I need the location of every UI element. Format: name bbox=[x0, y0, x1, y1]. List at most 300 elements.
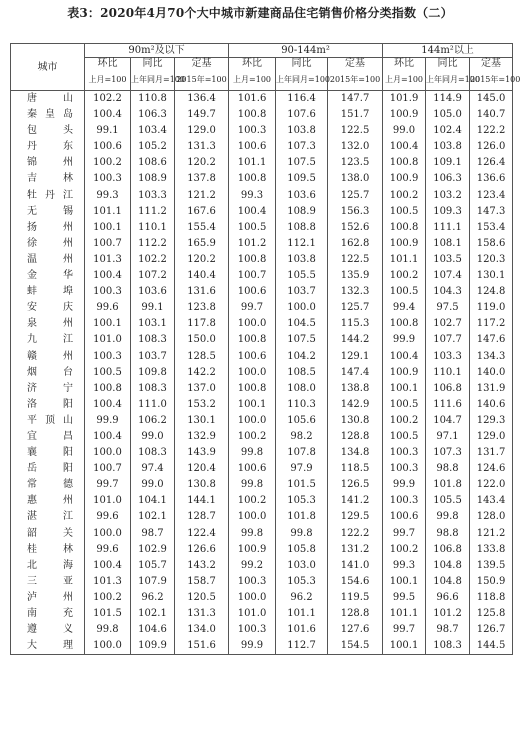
index-value: 120.3 bbox=[470, 252, 513, 268]
index-value: 125.7 bbox=[328, 188, 383, 204]
index-value: 119.5 bbox=[328, 590, 383, 606]
index-value: 99.5 bbox=[383, 590, 426, 606]
city-name: 蚌埠 bbox=[11, 284, 85, 300]
index-value: 101.1 bbox=[85, 204, 131, 220]
index-value: 99.6 bbox=[85, 542, 131, 558]
city-name: 宜昌 bbox=[11, 429, 85, 445]
table-row bbox=[11, 461, 513, 477]
city-name: 丹东 bbox=[11, 139, 85, 155]
index-value: 100.8 bbox=[229, 381, 276, 397]
city-name: 济宁 bbox=[11, 381, 85, 397]
table-row bbox=[11, 542, 513, 558]
metric-base-header: 上月=100 bbox=[85, 69, 131, 91]
index-value: 144.5 bbox=[470, 638, 513, 655]
index-value: 110.1 bbox=[131, 220, 175, 236]
index-value: 108.6 bbox=[131, 155, 175, 171]
index-value: 110.1 bbox=[426, 365, 470, 381]
index-value: 103.2 bbox=[426, 188, 470, 204]
index-value: 100.3 bbox=[229, 622, 276, 638]
index-value: 131.9 bbox=[470, 381, 513, 397]
city-name: 南充 bbox=[11, 606, 85, 622]
index-value: 120.5 bbox=[175, 590, 229, 606]
table-row bbox=[11, 268, 513, 284]
index-value: 162.8 bbox=[328, 236, 383, 252]
metric-header: 定基 bbox=[328, 58, 383, 70]
index-value: 99.6 bbox=[85, 300, 131, 316]
index-value: 102.4 bbox=[426, 123, 470, 139]
index-value: 140.7 bbox=[470, 107, 513, 123]
metric-base-header: 上月=100 bbox=[383, 69, 426, 91]
index-value: 129.5 bbox=[328, 509, 383, 525]
index-value: 103.1 bbox=[131, 316, 175, 332]
index-value: 107.5 bbox=[276, 332, 328, 348]
table-row bbox=[11, 381, 513, 397]
metric-base-header: 上年同月=100 bbox=[131, 69, 175, 91]
index-value: 100.9 bbox=[383, 236, 426, 252]
city-name: 九江 bbox=[11, 332, 85, 348]
index-value: 100.4 bbox=[85, 268, 131, 284]
index-value: 101.1 bbox=[383, 606, 426, 622]
index-value: 101.0 bbox=[85, 493, 131, 509]
index-value: 104.6 bbox=[131, 622, 175, 638]
index-value: 96.2 bbox=[131, 590, 175, 606]
index-value: 100.0 bbox=[229, 365, 276, 381]
city-name: 常德 bbox=[11, 477, 85, 493]
index-value: 142.9 bbox=[328, 397, 383, 413]
city-name: 赣州 bbox=[11, 349, 85, 365]
index-value: 100.3 bbox=[229, 123, 276, 139]
index-value: 112.1 bbox=[276, 236, 328, 252]
index-value: 128.8 bbox=[328, 606, 383, 622]
index-value: 107.8 bbox=[276, 445, 328, 461]
index-value: 101.8 bbox=[276, 509, 328, 525]
index-value: 105.5 bbox=[276, 268, 328, 284]
index-value: 98.8 bbox=[426, 461, 470, 477]
index-value: 99.0 bbox=[383, 123, 426, 139]
metric-base-header: 上月=100 bbox=[229, 69, 276, 91]
index-value: 100.3 bbox=[85, 284, 131, 300]
index-value: 143.2 bbox=[175, 558, 229, 574]
index-value: 100.8 bbox=[383, 155, 426, 171]
city-name: 平顶山 bbox=[11, 413, 85, 429]
index-value: 107.4 bbox=[426, 268, 470, 284]
index-value: 97.5 bbox=[426, 300, 470, 316]
metric-base-header: 上年同月=100 bbox=[426, 69, 470, 91]
index-value: 99.7 bbox=[229, 300, 276, 316]
index-value: 100.2 bbox=[383, 542, 426, 558]
index-value: 99.0 bbox=[131, 477, 175, 493]
table-row bbox=[11, 477, 513, 493]
index-value: 108.8 bbox=[276, 220, 328, 236]
metric-header: 定基 bbox=[470, 58, 513, 70]
index-value: 100.8 bbox=[229, 171, 276, 187]
table-row bbox=[11, 349, 513, 365]
index-value: 153.2 bbox=[175, 397, 229, 413]
table-row bbox=[11, 332, 513, 348]
index-value: 112.2 bbox=[131, 236, 175, 252]
index-value: 130.1 bbox=[175, 413, 229, 429]
table-row bbox=[11, 606, 513, 622]
index-value: 106.3 bbox=[426, 171, 470, 187]
index-value: 150.0 bbox=[175, 332, 229, 348]
index-value: 130.8 bbox=[175, 477, 229, 493]
index-value: 102.1 bbox=[131, 509, 175, 525]
index-value: 120.2 bbox=[175, 252, 229, 268]
index-value: 101.1 bbox=[276, 606, 328, 622]
index-value: 100.3 bbox=[229, 574, 276, 590]
index-value: 131.2 bbox=[328, 542, 383, 558]
index-value: 137.8 bbox=[175, 171, 229, 187]
city-name: 襄阳 bbox=[11, 445, 85, 461]
table-row bbox=[11, 365, 513, 381]
table-row bbox=[11, 236, 513, 252]
index-value: 99.2 bbox=[229, 558, 276, 574]
index-value: 143.9 bbox=[175, 445, 229, 461]
city-name: 金华 bbox=[11, 268, 85, 284]
index-value: 100.1 bbox=[383, 574, 426, 590]
index-value: 101.8 bbox=[426, 477, 470, 493]
metric-header: 环比 bbox=[383, 58, 426, 70]
index-value: 131.7 bbox=[470, 445, 513, 461]
index-value: 97.4 bbox=[131, 461, 175, 477]
index-value: 136.4 bbox=[175, 91, 229, 108]
index-value: 100.2 bbox=[229, 429, 276, 445]
index-value: 100.4 bbox=[85, 107, 131, 123]
index-value: 111.1 bbox=[426, 220, 470, 236]
index-value: 106.8 bbox=[426, 381, 470, 397]
index-value: 110.3 bbox=[276, 397, 328, 413]
index-value: 100.4 bbox=[85, 429, 131, 445]
index-value: 100.2 bbox=[383, 268, 426, 284]
index-value: 101.2 bbox=[426, 606, 470, 622]
city-name: 泸州 bbox=[11, 590, 85, 606]
index-value: 119.0 bbox=[470, 300, 513, 316]
index-value: 100.4 bbox=[229, 204, 276, 220]
index-value: 100.7 bbox=[229, 268, 276, 284]
index-value: 109.5 bbox=[276, 171, 328, 187]
index-value: 101.5 bbox=[276, 477, 328, 493]
index-value: 100.2 bbox=[229, 493, 276, 509]
index-value: 100.0 bbox=[85, 445, 131, 461]
index-value: 136.6 bbox=[470, 171, 513, 187]
table-row bbox=[11, 188, 513, 204]
metric-base-header: 2015年=100 bbox=[328, 69, 383, 91]
index-value: 100.0 bbox=[85, 526, 131, 542]
index-value: 99.8 bbox=[276, 526, 328, 542]
index-value: 105.2 bbox=[131, 139, 175, 155]
index-value: 126.0 bbox=[470, 139, 513, 155]
index-value: 117.2 bbox=[470, 316, 513, 332]
index-value: 118.5 bbox=[328, 461, 383, 477]
index-value: 99.8 bbox=[229, 445, 276, 461]
index-value: 141.0 bbox=[328, 558, 383, 574]
index-value: 100.4 bbox=[85, 397, 131, 413]
index-value: 165.9 bbox=[175, 236, 229, 252]
index-value: 105.3 bbox=[276, 493, 328, 509]
index-value: 101.3 bbox=[85, 574, 131, 590]
index-value: 131.6 bbox=[175, 284, 229, 300]
index-value: 100.8 bbox=[229, 107, 276, 123]
index-value: 107.6 bbox=[276, 107, 328, 123]
index-value: 112.7 bbox=[276, 638, 328, 655]
index-value: 122.2 bbox=[470, 123, 513, 139]
index-value: 103.3 bbox=[426, 349, 470, 365]
metric-header: 定基 bbox=[175, 58, 229, 70]
index-value: 155.4 bbox=[175, 220, 229, 236]
index-value: 99.9 bbox=[383, 332, 426, 348]
table-row bbox=[11, 139, 513, 155]
index-value: 100.1 bbox=[383, 381, 426, 397]
city-name: 秦皇岛 bbox=[11, 107, 85, 123]
index-value: 100.9 bbox=[229, 542, 276, 558]
city-name: 大理 bbox=[11, 638, 85, 655]
index-value: 151.6 bbox=[175, 638, 229, 655]
table-row bbox=[11, 397, 513, 413]
index-value: 125.7 bbox=[328, 300, 383, 316]
index-value: 114.9 bbox=[426, 91, 470, 108]
index-value: 122.5 bbox=[328, 123, 383, 139]
index-value: 97.9 bbox=[276, 461, 328, 477]
index-value: 99.1 bbox=[131, 300, 175, 316]
city-name: 锦州 bbox=[11, 155, 85, 171]
index-value: 101.1 bbox=[383, 252, 426, 268]
index-value: 120.2 bbox=[175, 155, 229, 171]
index-value: 103.4 bbox=[131, 123, 175, 139]
index-value: 100.3 bbox=[85, 171, 131, 187]
index-value: 109.9 bbox=[131, 638, 175, 655]
index-value: 100.7 bbox=[85, 236, 131, 252]
table-row bbox=[11, 526, 513, 542]
city-name: 惠州 bbox=[11, 493, 85, 509]
city-name: 温州 bbox=[11, 252, 85, 268]
index-value: 100.2 bbox=[85, 155, 131, 171]
index-value: 108.3 bbox=[131, 445, 175, 461]
index-value: 100.8 bbox=[229, 332, 276, 348]
city-name: 韶关 bbox=[11, 526, 85, 542]
index-value: 101.1 bbox=[229, 155, 276, 171]
city-name: 徐州 bbox=[11, 236, 85, 252]
index-value: 128.8 bbox=[328, 429, 383, 445]
city-name: 包头 bbox=[11, 123, 85, 139]
index-value: 131.3 bbox=[175, 139, 229, 155]
index-value: 138.0 bbox=[328, 171, 383, 187]
index-value: 98.7 bbox=[131, 526, 175, 542]
index-value: 101.9 bbox=[383, 91, 426, 108]
index-value: 134.3 bbox=[470, 349, 513, 365]
index-value: 98.2 bbox=[276, 429, 328, 445]
index-value: 100.8 bbox=[229, 252, 276, 268]
table-row bbox=[11, 204, 513, 220]
index-value: 100.0 bbox=[229, 316, 276, 332]
index-value: 98.7 bbox=[426, 622, 470, 638]
index-value: 99.7 bbox=[85, 477, 131, 493]
index-value: 108.0 bbox=[276, 381, 328, 397]
index-value: 109.1 bbox=[426, 155, 470, 171]
index-value: 107.3 bbox=[276, 139, 328, 155]
index-value: 100.5 bbox=[85, 365, 131, 381]
table-row bbox=[11, 123, 513, 139]
index-value: 143.4 bbox=[470, 493, 513, 509]
city-name: 遵义 bbox=[11, 622, 85, 638]
index-value: 122.0 bbox=[470, 477, 513, 493]
index-value: 105.3 bbox=[276, 574, 328, 590]
index-value: 120.4 bbox=[175, 461, 229, 477]
index-value: 107.2 bbox=[131, 268, 175, 284]
city-name: 扬州 bbox=[11, 220, 85, 236]
index-value: 99.3 bbox=[85, 188, 131, 204]
price-index-table bbox=[10, 43, 520, 655]
index-value: 99.9 bbox=[229, 638, 276, 655]
index-value: 111.0 bbox=[131, 397, 175, 413]
city-name: 安庆 bbox=[11, 300, 85, 316]
index-value: 100.6 bbox=[229, 139, 276, 155]
index-value: 100.3 bbox=[383, 461, 426, 477]
index-value: 102.2 bbox=[131, 252, 175, 268]
index-value: 100.0 bbox=[229, 590, 276, 606]
index-value: 100.0 bbox=[276, 300, 328, 316]
index-value: 103.6 bbox=[276, 188, 328, 204]
group-header-medium: 90-144m² bbox=[229, 44, 383, 58]
index-value: 100.4 bbox=[383, 349, 426, 365]
index-value: 99.7 bbox=[383, 622, 426, 638]
index-value: 100.6 bbox=[85, 139, 131, 155]
index-value: 152.6 bbox=[328, 220, 383, 236]
index-value: 102.2 bbox=[85, 91, 131, 108]
index-value: 103.8 bbox=[276, 252, 328, 268]
index-value: 116.4 bbox=[276, 91, 328, 108]
table-row bbox=[11, 91, 513, 108]
index-value: 99.8 bbox=[85, 622, 131, 638]
index-value: 130.8 bbox=[328, 413, 383, 429]
index-value: 107.7 bbox=[426, 332, 470, 348]
index-value: 103.7 bbox=[276, 284, 328, 300]
index-value: 121.2 bbox=[470, 526, 513, 542]
city-name: 桂林 bbox=[11, 542, 85, 558]
index-value: 105.0 bbox=[426, 107, 470, 123]
index-value: 144.2 bbox=[328, 332, 383, 348]
index-value: 105.8 bbox=[276, 542, 328, 558]
index-value: 100.3 bbox=[383, 445, 426, 461]
index-value: 147.7 bbox=[328, 91, 383, 108]
metric-base-header: 2015年=100 bbox=[470, 69, 513, 91]
index-value: 103.8 bbox=[426, 139, 470, 155]
index-value: 149.7 bbox=[175, 107, 229, 123]
index-value: 100.9 bbox=[383, 107, 426, 123]
index-value: 123.8 bbox=[175, 300, 229, 316]
index-value: 101.6 bbox=[276, 622, 328, 638]
index-value: 158.7 bbox=[175, 574, 229, 590]
table-row bbox=[11, 300, 513, 316]
table-row bbox=[11, 493, 513, 509]
index-value: 127.6 bbox=[328, 622, 383, 638]
city-name: 岳阳 bbox=[11, 461, 85, 477]
index-value: 99.8 bbox=[229, 477, 276, 493]
index-value: 129.1 bbox=[328, 349, 383, 365]
table-row bbox=[11, 590, 513, 606]
index-value: 156.3 bbox=[328, 204, 383, 220]
index-value: 109.8 bbox=[131, 365, 175, 381]
group-header-large: 144m²以上 bbox=[383, 44, 513, 58]
table-row bbox=[11, 429, 513, 445]
index-value: 99.3 bbox=[383, 558, 426, 574]
index-value: 101.0 bbox=[85, 332, 131, 348]
index-value: 128.5 bbox=[175, 349, 229, 365]
index-value: 109.3 bbox=[426, 204, 470, 220]
index-value: 108.1 bbox=[426, 236, 470, 252]
index-value: 153.4 bbox=[470, 220, 513, 236]
index-value: 147.4 bbox=[328, 365, 383, 381]
index-value: 108.5 bbox=[276, 365, 328, 381]
index-value: 111.6 bbox=[426, 397, 470, 413]
index-value: 99.3 bbox=[229, 188, 276, 204]
index-value: 131.3 bbox=[175, 606, 229, 622]
index-value: 100.0 bbox=[229, 413, 276, 429]
index-value: 145.0 bbox=[470, 91, 513, 108]
index-value: 100.4 bbox=[85, 558, 131, 574]
metric-header: 同比 bbox=[276, 58, 328, 70]
index-value: 115.3 bbox=[328, 316, 383, 332]
index-value: 117.8 bbox=[175, 316, 229, 332]
index-value: 101.6 bbox=[229, 91, 276, 108]
metric-base-header: 上年同月=100 bbox=[276, 69, 328, 91]
index-value: 103.6 bbox=[131, 284, 175, 300]
index-value: 100.6 bbox=[229, 284, 276, 300]
table-row bbox=[11, 509, 513, 525]
index-value: 104.5 bbox=[276, 316, 328, 332]
index-value: 100.6 bbox=[383, 509, 426, 525]
index-value: 158.6 bbox=[470, 236, 513, 252]
index-value: 103.7 bbox=[131, 349, 175, 365]
index-value: 150.9 bbox=[470, 574, 513, 590]
index-value: 104.8 bbox=[426, 574, 470, 590]
index-value: 133.8 bbox=[470, 542, 513, 558]
index-value: 100.6 bbox=[229, 349, 276, 365]
index-value: 100.9 bbox=[383, 171, 426, 187]
metric-header: 环比 bbox=[85, 58, 131, 70]
index-value: 101.0 bbox=[229, 606, 276, 622]
group-header-small: 90m²及以下 bbox=[85, 44, 229, 58]
index-value: 154.5 bbox=[328, 638, 383, 655]
index-value: 101.2 bbox=[229, 236, 276, 252]
index-value: 100.3 bbox=[383, 493, 426, 509]
index-value: 97.1 bbox=[426, 429, 470, 445]
index-value: 137.0 bbox=[175, 381, 229, 397]
index-value: 108.3 bbox=[131, 332, 175, 348]
table-row bbox=[11, 171, 513, 187]
city-name: 吉林 bbox=[11, 171, 85, 187]
index-value: 135.9 bbox=[328, 268, 383, 284]
table-row bbox=[11, 155, 513, 171]
index-value: 122.2 bbox=[328, 526, 383, 542]
index-value: 147.6 bbox=[470, 332, 513, 348]
index-value: 129.3 bbox=[470, 413, 513, 429]
index-value: 104.2 bbox=[276, 349, 328, 365]
index-value: 108.9 bbox=[276, 204, 328, 220]
index-value: 103.8 bbox=[276, 123, 328, 139]
index-value: 100.0 bbox=[229, 509, 276, 525]
index-value: 108.3 bbox=[426, 638, 470, 655]
index-value: 130.1 bbox=[470, 268, 513, 284]
index-value: 108.9 bbox=[131, 171, 175, 187]
index-value: 132.9 bbox=[175, 429, 229, 445]
index-value: 126.6 bbox=[175, 542, 229, 558]
city-name: 烟台 bbox=[11, 365, 85, 381]
index-value: 101.5 bbox=[85, 606, 131, 622]
index-value: 96.2 bbox=[276, 590, 328, 606]
index-value: 129.0 bbox=[175, 123, 229, 139]
index-value: 126.5 bbox=[328, 477, 383, 493]
table-row bbox=[11, 252, 513, 268]
